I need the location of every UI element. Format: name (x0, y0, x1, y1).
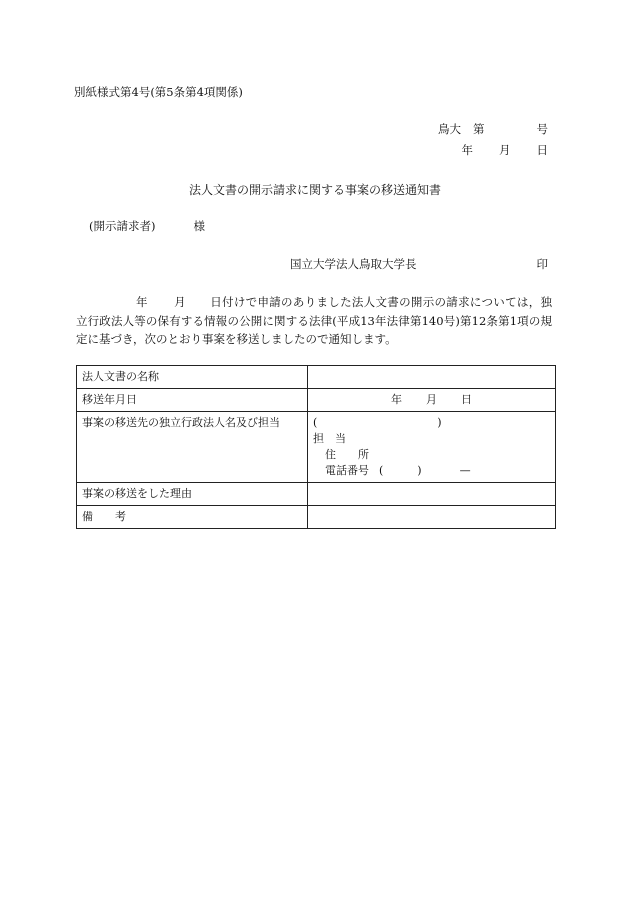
issue-day: 日 (536, 143, 548, 157)
transfer-date-label: 移送年月日 (77, 389, 308, 412)
addressee-label: (開示請求者) (89, 219, 156, 233)
notice-body-paragraph (76, 293, 552, 349)
body-year: 年 (136, 295, 148, 309)
dest-phone-open: ( (379, 464, 384, 477)
dest-paren-close: ) (437, 416, 442, 429)
ref-prefix: 鳥大 (438, 122, 461, 136)
ref-dai: 第 (473, 122, 485, 136)
destination-tantou: 担 当 (313, 432, 346, 445)
issue-year: 年 (461, 143, 473, 157)
transfer-reason-value (308, 483, 556, 506)
body-month: 月 (173, 295, 186, 309)
dest-phone-close: ) (417, 464, 422, 477)
destination-address: 住 所 (325, 448, 369, 461)
body-text: 日付けで申請のありました法人文書の開示の請求については，独立行政法人等の保有する情報の公開に関する法律(平成13年法律第140号)第12条第1項の規定に基づき，次のとおり事案を移送しましたので通知します。 (76, 295, 552, 346)
addressee-honorific: 様 (193, 219, 205, 233)
seal-mark: 印 (536, 257, 548, 271)
remarks-label: 備 考 (77, 506, 308, 529)
document-name-label: 法人文書の名称 (77, 366, 308, 389)
issue-date-line (462, 142, 549, 158)
transfer-month: 月 (426, 393, 437, 406)
dest-paren-open: ( (313, 416, 318, 429)
form-number: 別紙様式第4号(第5条第4項関係) (74, 85, 243, 99)
transfer-info-table (76, 365, 556, 529)
transfer-day: 日 (461, 393, 472, 406)
destination-phone-line (313, 463, 550, 479)
transfer-date-value (308, 389, 556, 412)
sender-name: 国立大学法人鳥取大学長 (290, 257, 417, 271)
destination-label: 事案の移送先の独立行政法人名及び担当 (77, 412, 308, 483)
transfer-reason-label: 事案の移送をした理由 (77, 483, 308, 506)
ref-go: 号 (536, 122, 548, 136)
table-row (77, 483, 556, 506)
transfer-year: 年 (391, 393, 402, 406)
document-title: 法人文書の開示請求に関する事案の移送通知書 (188, 183, 441, 197)
addressee-line (89, 218, 205, 234)
table-row (77, 412, 556, 483)
table-row (77, 366, 556, 389)
issue-month: 月 (499, 143, 511, 157)
reference-number-line (438, 121, 548, 137)
dest-phone-dash: — (459, 464, 471, 477)
destination-org-line (313, 415, 550, 431)
table-row (77, 506, 556, 529)
destination-value (308, 412, 556, 483)
remarks-value (308, 506, 556, 529)
table-row (77, 389, 556, 412)
document-name-value (308, 366, 556, 389)
dest-phone-label: 電話番号 (325, 464, 369, 477)
